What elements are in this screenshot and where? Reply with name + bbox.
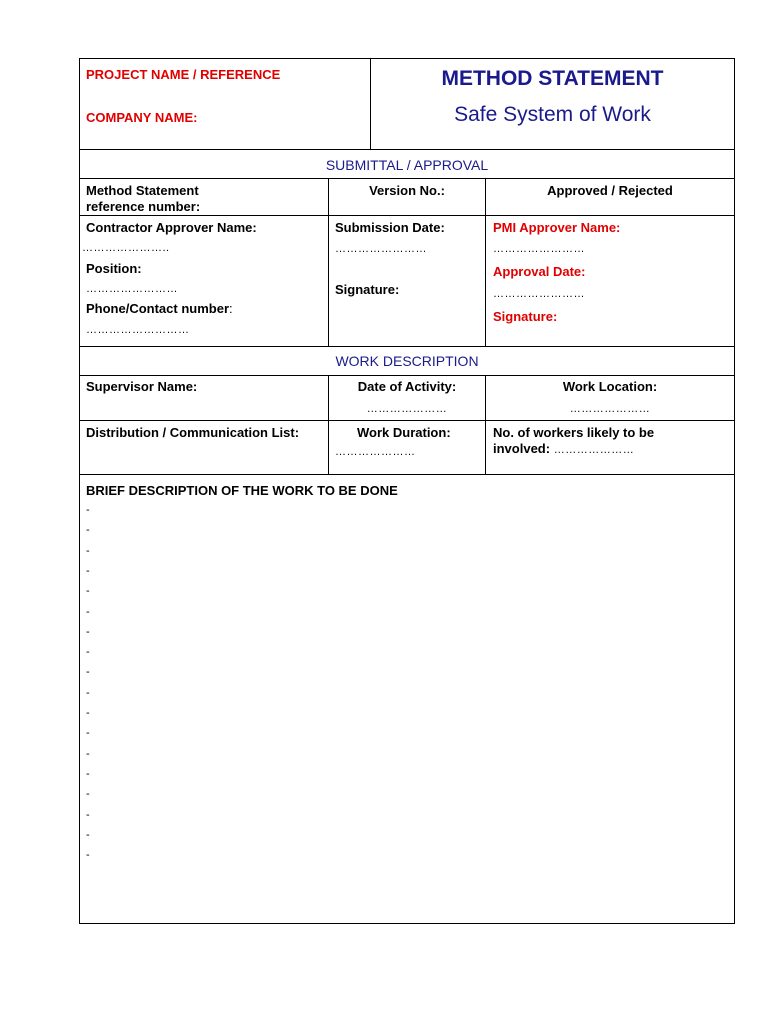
- submittal-section-title: SUBMITTAL / APPROVAL: [325, 157, 489, 173]
- date-of-activity-field[interactable]: …………………: [366, 403, 448, 415]
- divider: [79, 215, 735, 216]
- company-name-label: COMPANY NAME:: [86, 110, 198, 125]
- workers-label: No. of workers likely to be: [493, 425, 655, 440]
- pmi-approver-label: PMI Approver Name:: [493, 220, 621, 235]
- description-line[interactable]: -: [86, 727, 90, 739]
- pmi-approver-field[interactable]: ……………………: [493, 243, 585, 255]
- divider: [79, 474, 735, 475]
- description-line[interactable]: -: [86, 788, 90, 800]
- supervisor-label: Supervisor Name:: [86, 379, 198, 394]
- description-line[interactable]: -: [86, 809, 90, 821]
- contractor-approver-label: Contractor Approver Name:: [86, 220, 257, 235]
- description-line[interactable]: -: [86, 748, 90, 760]
- divider: [79, 420, 735, 421]
- work-location-field[interactable]: …………………: [569, 403, 651, 415]
- divider: [79, 149, 735, 150]
- contractor-signature-label: Signature:: [335, 282, 400, 297]
- description-line[interactable]: -: [86, 829, 90, 841]
- divider: [79, 375, 735, 376]
- position-field[interactable]: ……………………: [86, 283, 178, 295]
- ms-ref-label: Method Statement: [86, 183, 199, 198]
- brief-description-title: BRIEF DESCRIPTION OF THE WORK TO BE DONE: [86, 483, 398, 498]
- description-line[interactable]: -: [86, 606, 90, 618]
- document-subtitle: Safe System of Work: [454, 103, 651, 126]
- date-of-activity-label: Date of Activity:: [357, 379, 457, 394]
- version-label: Version No.:: [369, 183, 445, 198]
- workers-field[interactable]: …………………: [553, 444, 635, 456]
- contractor-approver-field[interactable]: …………………..: [82, 242, 170, 254]
- work-location-label: Work Location:: [562, 379, 658, 394]
- description-line[interactable]: -: [86, 524, 90, 536]
- submission-date-field[interactable]: ……………………: [335, 243, 427, 255]
- distribution-label: Distribution / Communication List:: [86, 425, 300, 440]
- description-line[interactable]: -: [86, 687, 90, 699]
- description-line[interactable]: -: [86, 849, 90, 861]
- approved-rejected-label: Approved / Rejected: [547, 183, 673, 198]
- divider: [79, 346, 735, 347]
- divider: [485, 178, 486, 346]
- description-line[interactable]: -: [86, 646, 90, 658]
- approval-date-label: Approval Date:: [493, 264, 586, 279]
- document-title: METHOD STATEMENT: [441, 67, 664, 90]
- description-line[interactable]: -: [86, 768, 90, 780]
- submission-date-label: Submission Date:: [335, 220, 445, 235]
- phone-label: Phone/Contact number:: [86, 301, 233, 316]
- project-name-label: PROJECT NAME / REFERENCE: [86, 67, 281, 82]
- phone-field[interactable]: ………………………: [86, 324, 190, 336]
- ms-ref-label-2: reference number:: [86, 199, 201, 214]
- description-line[interactable]: -: [86, 626, 90, 638]
- description-line[interactable]: -: [86, 666, 90, 678]
- position-label: Position:: [86, 261, 142, 276]
- divider: [79, 178, 735, 179]
- approval-date-field[interactable]: ……………………: [493, 288, 585, 300]
- work-section-title: WORK DESCRIPTION: [335, 353, 479, 369]
- description-line[interactable]: -: [86, 504, 90, 516]
- description-line[interactable]: -: [86, 707, 90, 719]
- pmi-signature-label: Signature:: [493, 309, 558, 324]
- divider: [328, 178, 329, 346]
- description-line[interactable]: -: [86, 545, 90, 557]
- work-duration-field[interactable]: …………………: [335, 446, 416, 458]
- work-duration-label: Work Duration:: [357, 425, 451, 440]
- description-line[interactable]: -: [86, 565, 90, 577]
- description-line[interactable]: -: [86, 585, 90, 597]
- workers-label-2: involved: …………………: [493, 441, 635, 456]
